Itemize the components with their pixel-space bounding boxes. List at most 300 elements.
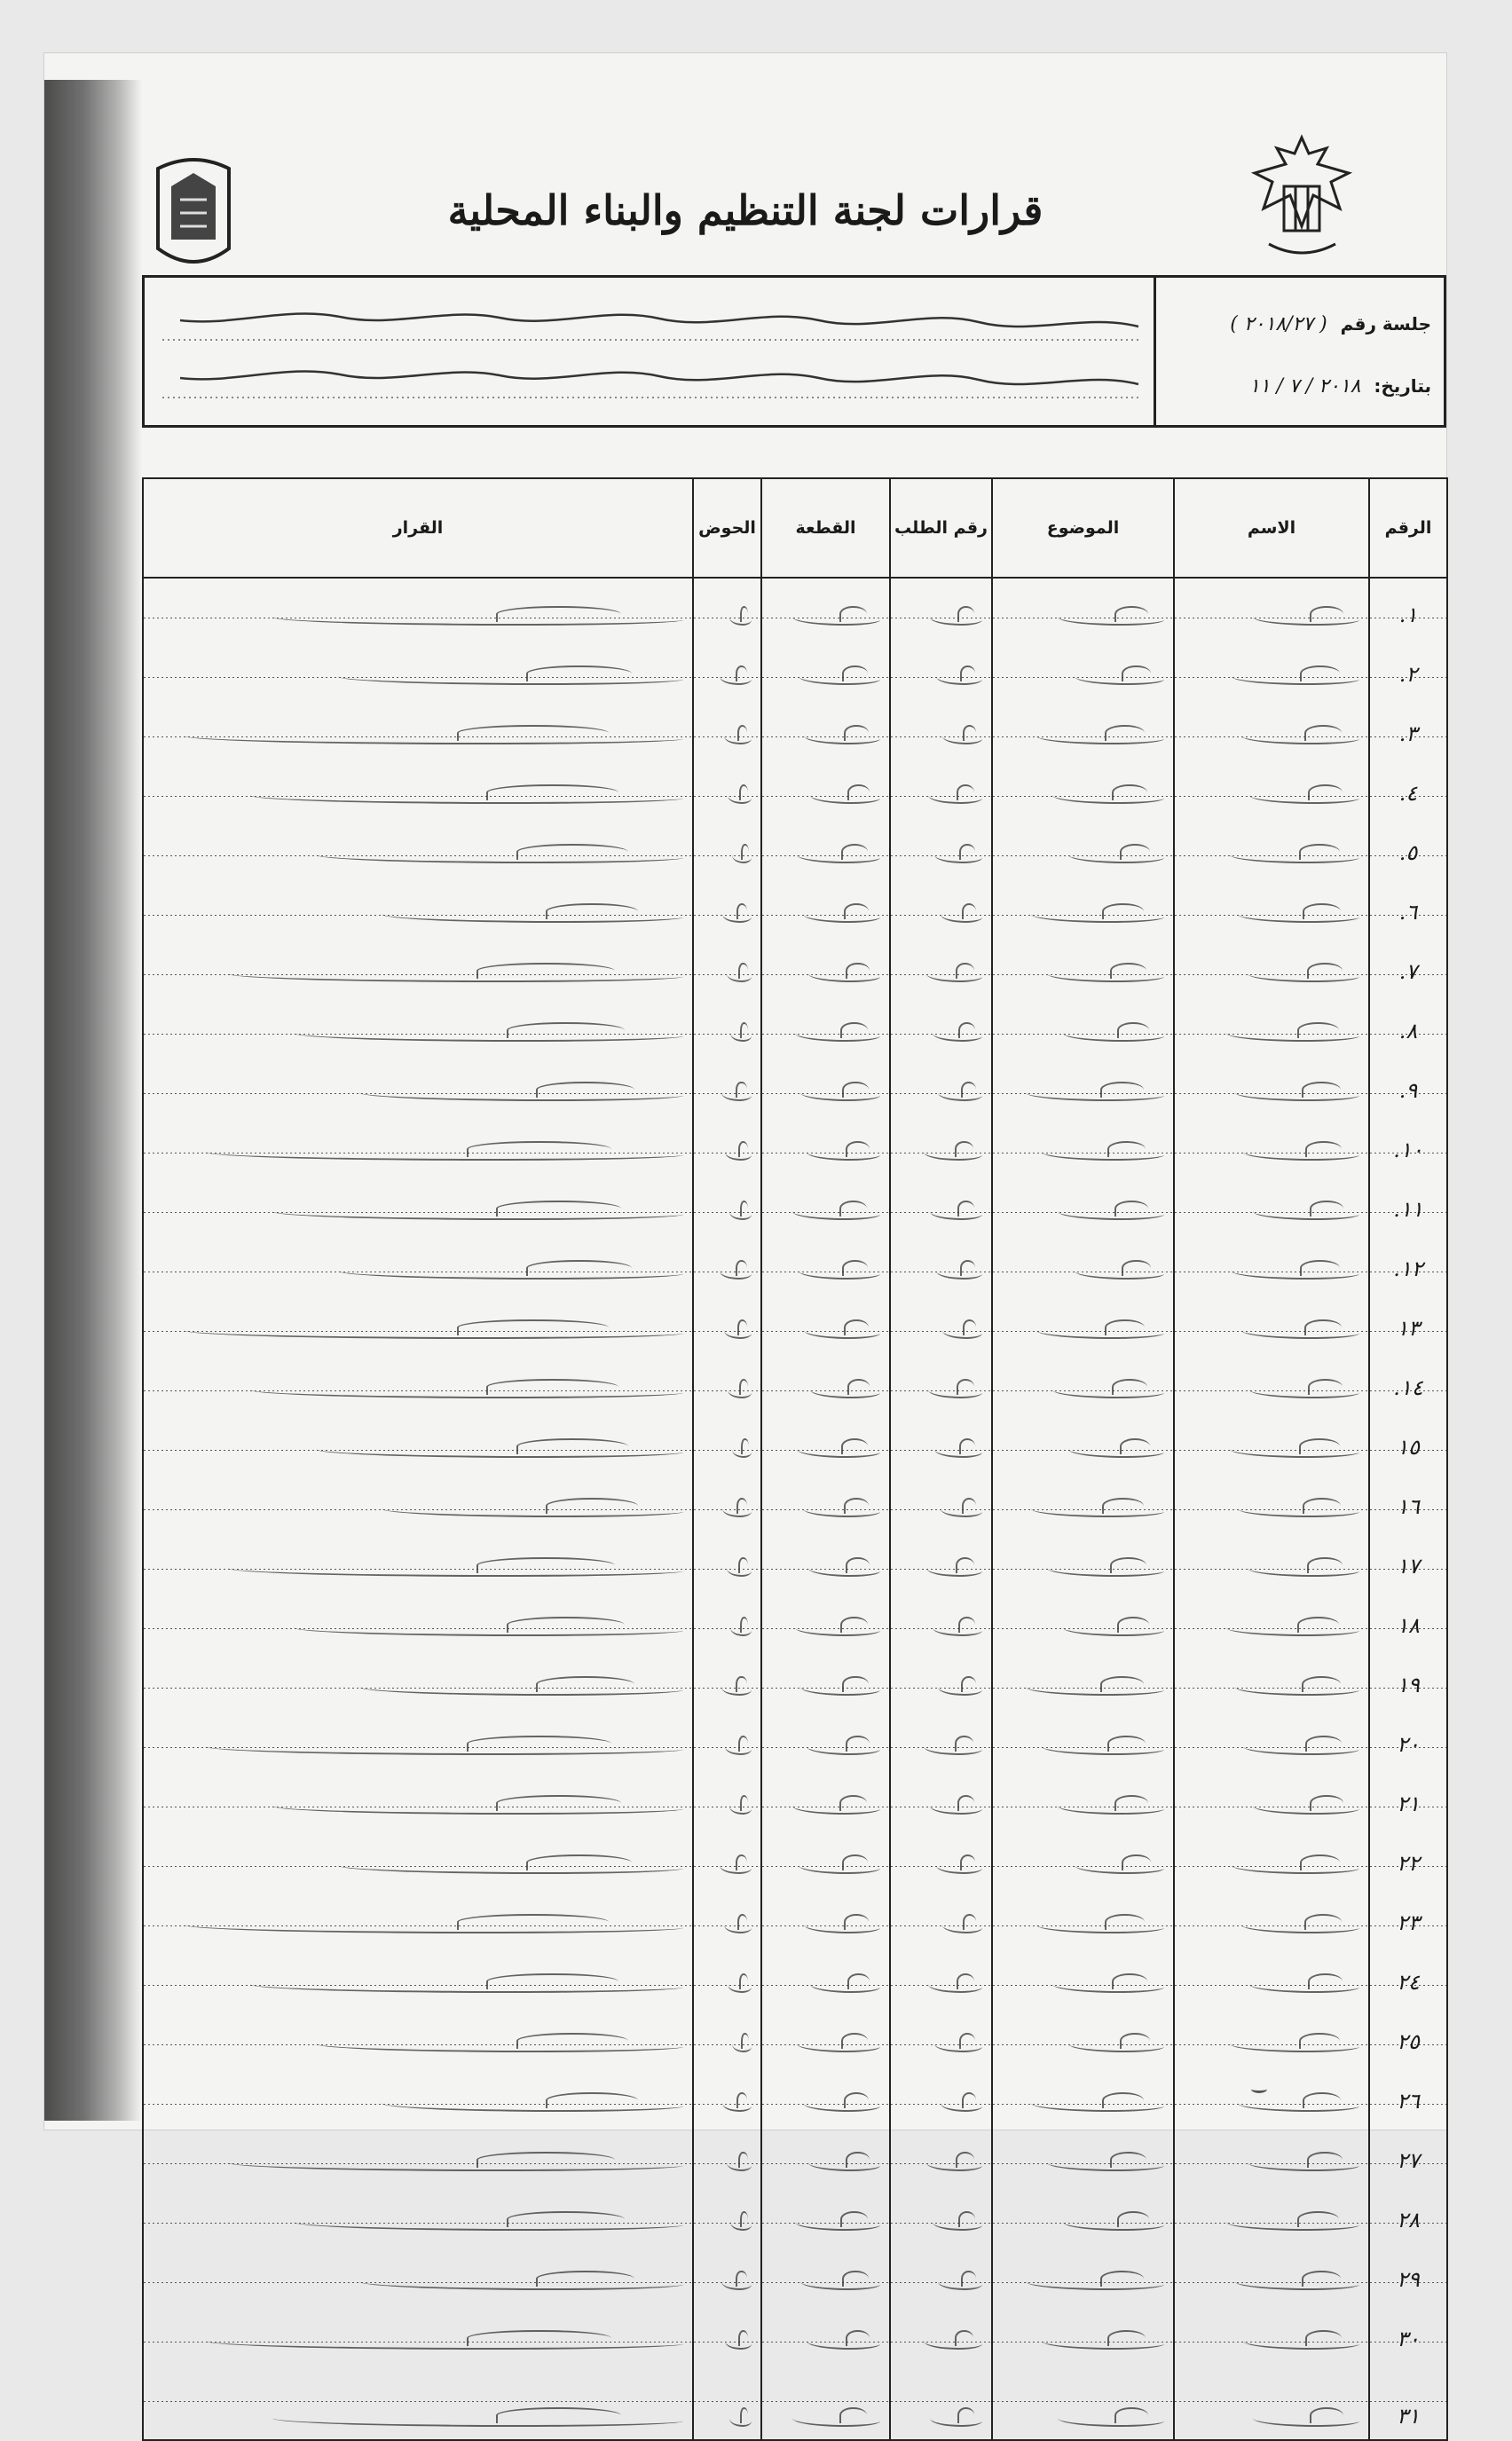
decision-cell (143, 995, 693, 1054)
handwriting-mark (359, 2276, 683, 2290)
plot-cell (761, 1470, 890, 1530)
basin-cell (693, 638, 761, 697)
column-header-basin: الحوض (693, 478, 761, 578)
table-row (143, 1946, 1447, 2005)
name-cell (1174, 638, 1369, 697)
handwriting-mark (185, 1919, 683, 1933)
basin-cell (693, 1946, 761, 2005)
request-number-cell (890, 876, 992, 935)
handwriting-mark (807, 2335, 880, 2350)
handwriting-mark (722, 1503, 752, 1517)
handwriting-mark (732, 849, 752, 863)
row-number: ٢٢ (1369, 1827, 1447, 1886)
plot-cell (761, 1827, 890, 1886)
plot-cell (761, 1708, 890, 1768)
request-number-cell (890, 1530, 992, 1589)
handwriting-mark (1238, 2098, 1359, 2112)
handwriting-mark (1058, 2413, 1164, 2427)
name-cell (1174, 995, 1369, 1054)
plot-cell (761, 2362, 890, 2440)
decision-cell (143, 1411, 693, 1470)
handwriting-mark (316, 1444, 683, 1458)
handwriting-mark (1042, 1146, 1164, 1161)
decision-cell (143, 697, 693, 757)
subject-cell (992, 1886, 1174, 1946)
column-header-request-number: رقم الطلب (890, 478, 992, 578)
handwriting-mark (924, 1146, 982, 1161)
handwriting-mark (1226, 2217, 1359, 2231)
basin-cell (693, 1292, 761, 1351)
table-row (143, 2005, 1447, 2065)
name-cell (1174, 1886, 1369, 1946)
handwriting-mark (1238, 1503, 1359, 1517)
page-mark (1251, 2085, 1267, 2093)
handwriting-mark (294, 2217, 683, 2231)
subject-cell (992, 1351, 1174, 1411)
decision-cell (143, 1946, 693, 2005)
plot-cell (761, 1114, 890, 1173)
handwriting-mark (936, 1860, 982, 1874)
handwriting-mark (792, 1206, 880, 1220)
handwriting-mark (1235, 1087, 1359, 1101)
basin-cell (693, 2005, 761, 2065)
row-number: ١٣ (1369, 1292, 1447, 1351)
table-row (143, 2303, 1447, 2362)
basin-cell (693, 1649, 761, 1708)
handwriting-mark (942, 730, 982, 744)
handwritten-attendees-scribble (145, 278, 1154, 425)
handwriting-mark (721, 1681, 752, 1696)
name-cell (1174, 1054, 1369, 1114)
decision-cell (143, 816, 693, 876)
handwriting-mark (1232, 1265, 1359, 1280)
subject-cell (992, 876, 1174, 935)
document-page (44, 53, 1446, 2429)
basin-cell (693, 2362, 761, 2440)
handwriting-mark (1068, 1444, 1164, 1458)
plot-cell (761, 2184, 890, 2243)
name-cell (1174, 1173, 1369, 1232)
handwriting-mark (727, 968, 752, 982)
handwriting-mark (1232, 671, 1359, 685)
request-number-cell (890, 2005, 992, 2065)
table-header-row (143, 478, 1447, 578)
handwriting-mark (928, 790, 982, 804)
decision-cell (143, 1827, 693, 1886)
decision-cell (143, 2243, 693, 2303)
handwriting-mark (1047, 968, 1164, 982)
decision-cell (143, 2362, 693, 2440)
handwriting-mark (1249, 790, 1359, 804)
plot-cell (761, 816, 890, 876)
handwriting-mark (722, 909, 752, 923)
name-cell (1174, 1946, 1369, 2005)
table-row (143, 1827, 1447, 1886)
request-number-cell (890, 1827, 992, 1886)
name-cell (1174, 1114, 1369, 1173)
handwriting-mark (1036, 730, 1164, 744)
handwriting-mark (1253, 1206, 1359, 1220)
name-cell (1174, 757, 1369, 816)
row-number: ٣٠ (1369, 2303, 1447, 2362)
plot-cell (761, 1351, 890, 1411)
name-cell (1174, 1292, 1369, 1351)
handwriting-mark (729, 2413, 752, 2427)
handwriting-mark (272, 1800, 684, 1815)
handwriting-mark (1243, 1146, 1359, 1161)
name-cell (1174, 876, 1369, 935)
plot-cell (761, 578, 890, 638)
plot-cell (761, 1589, 890, 1649)
handwriting-mark (1063, 1028, 1164, 1042)
request-number-cell (890, 1411, 992, 1470)
request-number-cell (890, 1292, 992, 1351)
table-row (143, 1589, 1447, 1649)
row-number: ٣١ (1369, 2362, 1447, 2440)
name-cell (1174, 1649, 1369, 1708)
handwriting-mark (732, 1444, 752, 1458)
row-number: ١٨ (1369, 1589, 1447, 1649)
handwriting-mark (721, 1087, 752, 1101)
handwriting-mark (930, 1206, 982, 1220)
subject-cell (992, 638, 1174, 697)
basin-cell (693, 1768, 761, 1827)
row-number: ٤. (1369, 757, 1447, 816)
table-row (143, 1768, 1447, 1827)
decisions-table (142, 477, 1448, 2441)
handwriting-mark (730, 2217, 752, 2231)
handwriting-mark (1243, 2335, 1359, 2350)
plot-cell (761, 995, 890, 1054)
session-number-line (1230, 313, 1431, 335)
request-number-cell (890, 2362, 992, 2440)
session-number: ( ٢٠١٨/٢٧ ) (1230, 313, 1327, 335)
subject-cell (992, 1530, 1174, 1589)
table-row (143, 2065, 1447, 2124)
request-number-cell (890, 1946, 992, 2005)
subject-cell (992, 1292, 1174, 1351)
subject-cell (992, 1708, 1174, 1768)
handwriting-mark (228, 968, 683, 982)
decision-cell (143, 1470, 693, 1530)
handwriting-mark (1226, 1622, 1359, 1636)
row-number: ٢١ (1369, 1768, 1447, 1827)
table-row (143, 935, 1447, 995)
request-number-cell (890, 757, 992, 816)
column-header-name: الاسم (1174, 478, 1369, 578)
handwriting-mark (382, 909, 683, 923)
decision-cell (143, 757, 693, 816)
decision-cell (143, 1530, 693, 1589)
handwriting-mark (1249, 1979, 1359, 1993)
table-row (143, 697, 1447, 757)
plot-cell (761, 1292, 890, 1351)
session-info-box (1154, 275, 1446, 428)
subject-cell (992, 2362, 1174, 2440)
handwriting-mark (728, 1979, 752, 1993)
basin-cell (693, 1708, 761, 1768)
plot-cell (761, 1946, 890, 2005)
basin-cell (693, 1173, 761, 1232)
request-number-cell (890, 1886, 992, 1946)
handwriting-mark (1226, 1028, 1359, 1042)
handwriting-mark (1243, 1741, 1359, 1755)
row-number: ١٠. (1369, 1114, 1447, 1173)
handwriting-mark (1068, 2038, 1164, 2052)
name-cell (1174, 1470, 1369, 1530)
date-label: بتاريخ: (1374, 375, 1431, 397)
handwriting-mark (928, 1979, 982, 1993)
handwriting-mark (1052, 1979, 1164, 1993)
handwriting-mark (799, 1265, 880, 1280)
handwriting-mark (729, 611, 752, 626)
handwriting-mark (316, 2038, 683, 2052)
basin-cell (693, 935, 761, 995)
plot-cell (761, 935, 890, 995)
scan-binding-shadow (44, 80, 142, 2121)
subject-cell (992, 1114, 1174, 1173)
handwriting-mark (728, 1384, 752, 1398)
plot-cell (761, 1530, 890, 1589)
session-date-line (1249, 375, 1431, 398)
basin-cell (693, 757, 761, 816)
subject-cell (992, 757, 1174, 816)
handwriting-mark (1230, 849, 1359, 863)
table-row (143, 638, 1447, 697)
handwriting-mark (727, 2157, 752, 2171)
basin-cell (693, 578, 761, 638)
plot-cell (761, 1173, 890, 1232)
handwriting-mark (1026, 1681, 1164, 1696)
name-cell (1174, 1411, 1369, 1470)
name-cell (1174, 1708, 1369, 1768)
plot-cell (761, 638, 890, 697)
handwriting-mark (359, 1087, 683, 1101)
handwriting-mark (799, 671, 880, 685)
name-cell (1174, 1827, 1369, 1886)
handwriting-mark (382, 1503, 683, 1517)
plot-cell (761, 1886, 890, 1946)
subject-cell (992, 1827, 1174, 1886)
handwriting-mark (1063, 2217, 1164, 2231)
handwriting-mark (272, 1206, 684, 1220)
name-cell (1174, 2065, 1369, 2124)
decision-cell (143, 1173, 693, 1232)
subject-cell (992, 2005, 1174, 2065)
row-number: ٢. (1369, 638, 1447, 697)
handwriting-mark (792, 1800, 880, 1815)
row-number: ١٧ (1369, 1530, 1447, 1589)
plot-cell (761, 2303, 890, 2362)
handwriting-mark (730, 1622, 752, 1636)
handwriting-mark (1075, 1860, 1165, 1874)
handwriting-mark (810, 790, 880, 804)
basin-cell (693, 2184, 761, 2243)
name-cell (1174, 935, 1369, 995)
row-number: ٥. (1369, 816, 1447, 876)
handwriting-mark (936, 1265, 982, 1280)
handwriting-mark (800, 1087, 880, 1101)
handwriting-mark (1248, 2157, 1359, 2171)
handwriting-mark (316, 849, 683, 863)
handwriting-mark (1241, 1919, 1359, 1933)
plot-cell (761, 2124, 890, 2184)
basin-cell (693, 876, 761, 935)
decision-cell (143, 1292, 693, 1351)
subject-cell (992, 578, 1174, 638)
name-cell (1174, 1351, 1369, 1411)
attendees-box (142, 275, 1154, 428)
plot-cell (761, 1768, 890, 1827)
request-number-cell (890, 1232, 992, 1292)
subject-cell (992, 697, 1174, 757)
subject-cell (992, 1768, 1174, 1827)
handwriting-mark (720, 1265, 752, 1280)
basin-cell (693, 2243, 761, 2303)
basin-cell (693, 2065, 761, 2124)
decision-cell (143, 2124, 693, 2184)
handwriting-mark (1253, 1800, 1359, 1815)
request-number-cell (890, 1351, 992, 1411)
table-row (143, 1054, 1447, 1114)
plot-cell (761, 876, 890, 935)
name-cell (1174, 2362, 1369, 2440)
name-cell (1174, 697, 1369, 757)
row-number: ٢٨ (1369, 2184, 1447, 2243)
handwriting-mark (729, 1800, 752, 1815)
handwriting-mark (1052, 1384, 1164, 1398)
basin-cell (693, 1530, 761, 1589)
basin-cell (693, 995, 761, 1054)
handwriting-mark (1036, 1919, 1164, 1933)
handwriting-mark (1235, 1681, 1359, 1696)
handwriting-mark (924, 2335, 982, 2350)
handwriting-mark (941, 909, 982, 923)
handwriting-mark (725, 1741, 752, 1755)
subject-cell (992, 1649, 1174, 1708)
handwriting-mark (933, 1622, 983, 1636)
handwriting-mark (720, 671, 752, 685)
name-cell (1174, 2184, 1369, 2243)
decision-cell (143, 2184, 693, 2243)
handwriting-mark (1253, 2413, 1359, 2427)
handwriting-mark (1026, 1087, 1164, 1101)
plot-cell (761, 2005, 890, 2065)
table-row (143, 1530, 1447, 1589)
handwriting-mark (185, 1325, 683, 1339)
row-number: ٢٤ (1369, 1946, 1447, 2005)
decision-cell (143, 876, 693, 935)
handwriting-mark (250, 1384, 683, 1398)
handwriting-mark (1063, 1622, 1164, 1636)
handwriting-mark (1230, 2038, 1359, 2052)
table-row (143, 1173, 1447, 1232)
decision-cell (143, 1114, 693, 1173)
row-number: ٢٦ (1369, 2065, 1447, 2124)
decision-cell (143, 1351, 693, 1411)
table-row (143, 995, 1447, 1054)
handwriting-mark (338, 1265, 683, 1280)
handwriting-mark (359, 1681, 683, 1696)
table-row (143, 2362, 1447, 2440)
row-number: ٢٠ (1369, 1708, 1447, 1768)
request-number-cell (890, 1768, 992, 1827)
basin-cell (693, 1589, 761, 1649)
plot-cell (761, 2243, 890, 2303)
request-number-cell (890, 578, 992, 638)
handwriting-mark (934, 1444, 982, 1458)
handwriting-mark (1068, 849, 1164, 863)
handwriting-mark (930, 611, 982, 626)
handwriting-mark (1075, 671, 1165, 685)
handwriting-mark (1042, 2335, 1164, 2350)
subject-cell (992, 1470, 1174, 1530)
subject-cell (992, 816, 1174, 876)
row-number: ٨. (1369, 995, 1447, 1054)
decision-cell (143, 1649, 693, 1708)
handwriting-mark (338, 671, 683, 685)
handwriting-mark (228, 1563, 683, 1577)
handwriting-mark (250, 1979, 683, 1993)
column-header-decision: القرار (143, 478, 693, 578)
table-row (143, 2243, 1447, 2303)
handwriting-mark (1036, 1325, 1164, 1339)
handwriting-mark (294, 1622, 683, 1636)
row-number: ٢٣ (1369, 1886, 1447, 1946)
table-row (143, 757, 1447, 816)
column-header-number: الرقم (1369, 478, 1447, 578)
table-row (143, 1114, 1447, 1173)
handwriting-mark (934, 849, 982, 863)
handwriting-mark (185, 730, 683, 744)
subject-cell (992, 1054, 1174, 1114)
page-title: قرارات لجنة التنظيم والبناء المحلية (447, 186, 1043, 234)
handwriting-mark (804, 1919, 880, 1933)
table-row (143, 1708, 1447, 1768)
name-cell (1174, 1530, 1369, 1589)
handwriting-mark (800, 2276, 880, 2290)
handwriting-mark (1058, 611, 1164, 626)
handwriting-mark (1241, 730, 1359, 744)
plot-cell (761, 1054, 890, 1114)
table-row (143, 1351, 1447, 1411)
handwriting-mark (1248, 968, 1359, 982)
handwriting-mark (1235, 2276, 1359, 2290)
row-number: ١٩ (1369, 1649, 1447, 1708)
handwriting-mark (1232, 1860, 1359, 1874)
table-row (143, 1886, 1447, 1946)
plot-cell (761, 1411, 890, 1470)
decision-cell (143, 2303, 693, 2362)
subject-cell (992, 1589, 1174, 1649)
basin-cell (693, 697, 761, 757)
handwriting-mark (724, 730, 752, 744)
request-number-cell (890, 638, 992, 697)
basin-cell (693, 1232, 761, 1292)
handwriting-mark (1052, 790, 1164, 804)
basin-cell (693, 2124, 761, 2184)
request-number-cell (890, 935, 992, 995)
request-number-cell (890, 1470, 992, 1530)
handwriting-mark (1031, 1503, 1164, 1517)
subject-cell (992, 1232, 1174, 1292)
session-date: ٢٠١٨ / ٧ / ١١ (1248, 375, 1361, 398)
handwriting-mark (206, 1146, 683, 1161)
request-number-cell (890, 2243, 992, 2303)
handwriting-mark (722, 2098, 752, 2112)
handwriting-mark (250, 790, 683, 804)
handwriting-mark (1031, 909, 1164, 923)
